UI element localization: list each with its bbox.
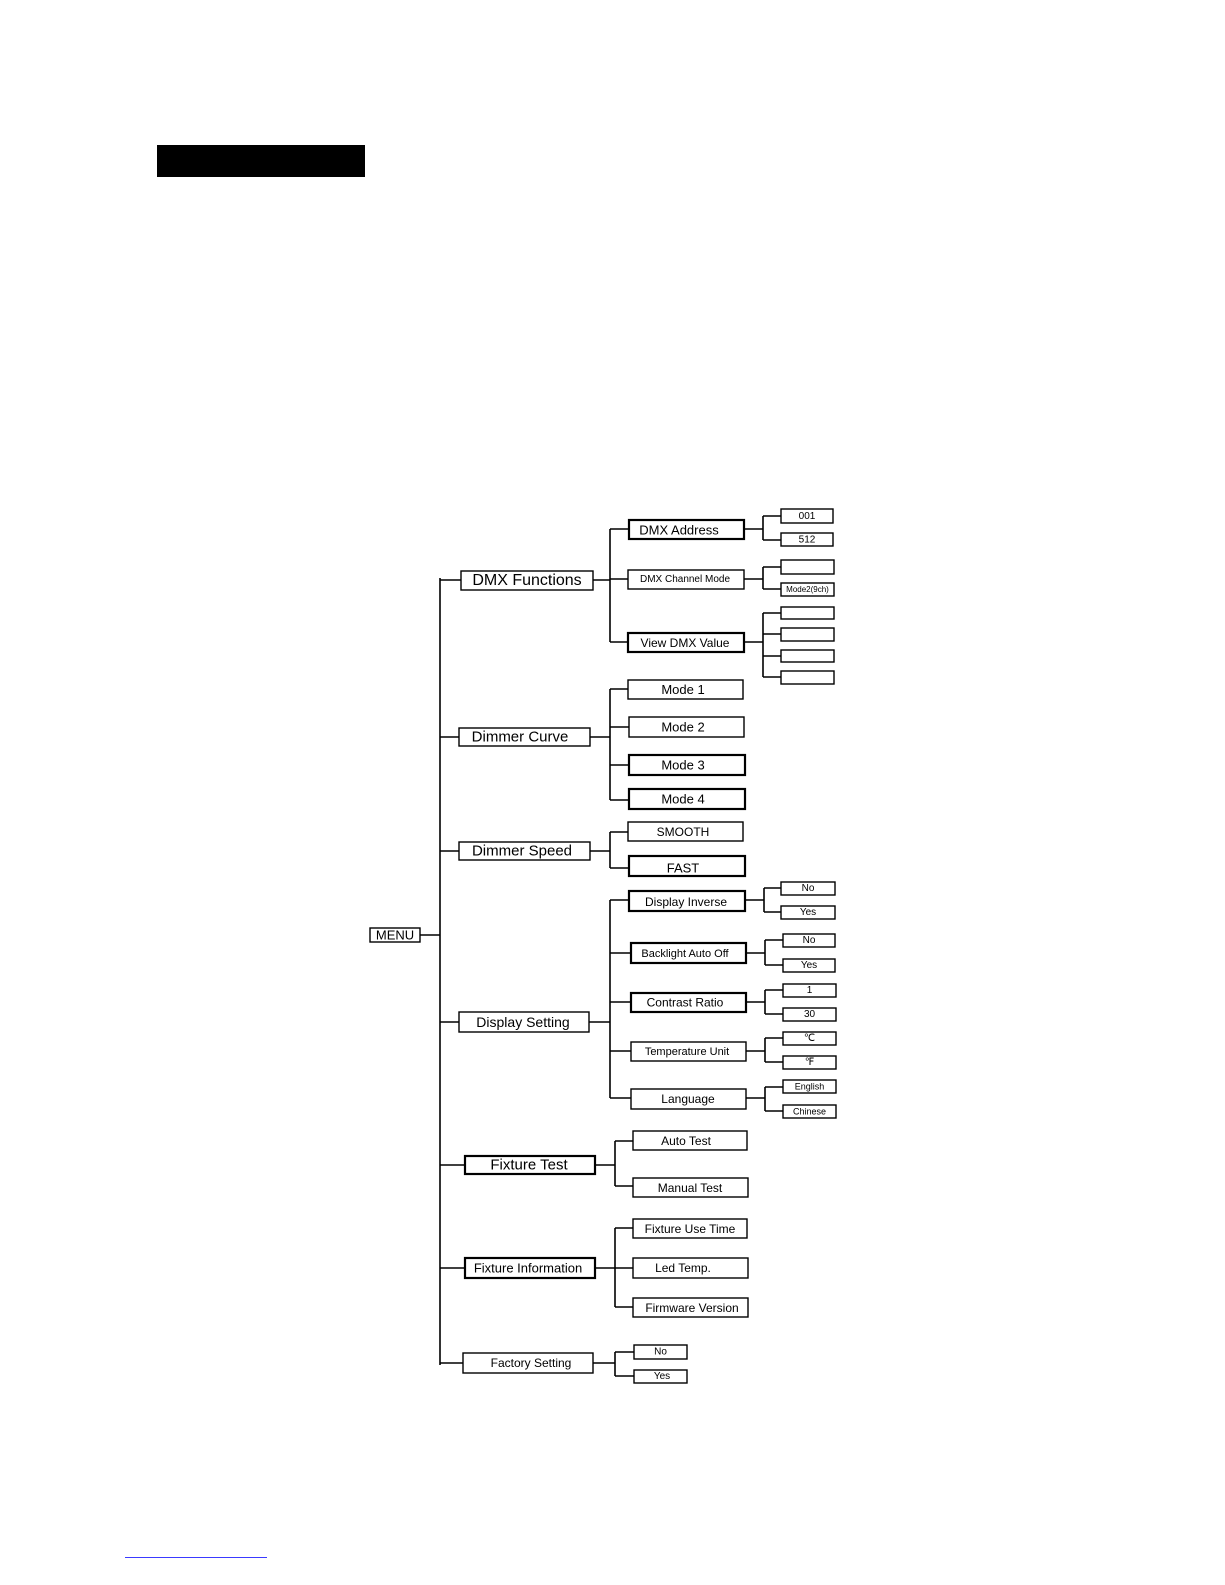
svg-text:001: 001 [798, 511, 816, 522]
node-auto-test [633, 1131, 747, 1150]
node-dmx-functions [461, 571, 593, 590]
svg-text:Display Inverse: Display Inverse [644, 895, 728, 909]
node-language [631, 1089, 746, 1109]
svg-text:FAST: FAST [666, 860, 700, 876]
svg-text:No: No [654, 1346, 667, 1358]
option-display-inverse-yes [781, 906, 835, 919]
node-display-inverse [629, 891, 745, 911]
svg-text:Chinese: Chinese [792, 1106, 827, 1117]
svg-text:Fixture Information: Fixture Information [473, 1260, 583, 1276]
svg-text:Auto Test: Auto Test [661, 1134, 711, 1148]
node-fixture-information [465, 1258, 595, 1278]
option-dmx-value-3 [781, 650, 834, 662]
svg-text:View DMX Value: View DMX Value [640, 636, 730, 650]
node-fixture-test [465, 1156, 595, 1174]
option-dmx-address-512 [781, 533, 833, 546]
option-factory-no [634, 1345, 687, 1359]
svg-text:℃: ℃ [803, 1033, 816, 1044]
svg-text:DMX Channel Mode: DMX Channel Mode [639, 574, 731, 585]
node-mode-3 [629, 755, 745, 775]
node-dmx-address [629, 520, 744, 539]
option-backlight-no [783, 934, 835, 947]
svg-text:Backlight Auto Off: Backlight Auto Off [641, 948, 729, 960]
option-language-english [783, 1080, 836, 1093]
node-dimmer-curve [459, 728, 590, 746]
node-dmx-channel-mode [628, 570, 744, 589]
svg-text:Dimmer Curve: Dimmer Curve [471, 728, 569, 746]
option-dmx-value-4 [781, 671, 834, 684]
option-contrast-1 [783, 984, 836, 997]
svg-text:Mode 2: Mode 2 [661, 719, 705, 735]
node-view-dmx-value [628, 633, 744, 652]
node-mode-2 [629, 717, 744, 737]
svg-text:1: 1 [806, 985, 813, 996]
option-contrast-30 [783, 1008, 836, 1021]
option-temp-celsius [783, 1032, 836, 1045]
node-dimmer-speed [459, 842, 590, 860]
svg-text:Factory Setting: Factory Setting [490, 1356, 572, 1370]
node-mode-4 [629, 789, 745, 809]
option-dmx-channel-mode-blank [781, 560, 834, 574]
option-temp-fahrenheit [783, 1056, 836, 1069]
node-firmware-version [633, 1298, 748, 1317]
svg-text:Mode 3: Mode 3 [661, 757, 705, 773]
option-dmx-value-2 [781, 628, 834, 641]
svg-text:SMOOTH: SMOOTH [656, 825, 710, 839]
node-manual-test [633, 1178, 748, 1197]
svg-text:DMX Address: DMX Address [639, 522, 719, 538]
node-temperature-unit [631, 1042, 746, 1061]
svg-text:No: No [802, 935, 816, 946]
node-smooth [628, 822, 743, 841]
option-language-chinese [783, 1105, 836, 1118]
svg-text:Manual Test: Manual Test [657, 1181, 723, 1195]
svg-text:English: English [794, 1081, 825, 1092]
option-backlight-yes [783, 959, 835, 972]
svg-text:Language: Language [661, 1092, 715, 1106]
node-led-temp [633, 1258, 748, 1278]
svg-text:Yes: Yes [800, 960, 818, 971]
footer-link-underline [125, 1557, 267, 1558]
node-mode-1 [628, 680, 743, 699]
svg-text:Led Temp.: Led Temp. [655, 1261, 711, 1275]
option-dmx-address-001 [781, 509, 833, 523]
svg-text:Fixture Test: Fixture Test [490, 1156, 568, 1174]
option-dmx-channel-mode-2 [781, 583, 834, 596]
option-display-inverse-no [781, 882, 835, 895]
svg-text:Firmware Version: Firmware Version [645, 1301, 739, 1315]
node-fixture-use-time [633, 1219, 747, 1238]
svg-text:Mode 4: Mode 4 [661, 791, 705, 807]
menu-root-node [370, 928, 420, 943]
svg-text:30: 30 [803, 1009, 816, 1020]
node-factory-setting [463, 1353, 593, 1373]
menu-root-label: MENU [375, 927, 415, 943]
option-dmx-value-1 [781, 607, 834, 619]
svg-text:Fixture Use Time: Fixture Use Time [644, 1222, 736, 1236]
svg-text:Mode 1: Mode 1 [661, 682, 705, 697]
svg-text:Temperature Unit: Temperature Unit [644, 1046, 730, 1058]
node-backlight-auto-off [631, 943, 746, 963]
node-fast [629, 856, 745, 876]
svg-text:DMX Functions: DMX Functions [472, 572, 582, 589]
svg-text:No: No [801, 883, 815, 894]
svg-text:Yes: Yes [799, 907, 817, 918]
option-factory-yes [634, 1370, 687, 1383]
svg-text:Display Setting: Display Setting [476, 1014, 570, 1030]
svg-text:512: 512 [798, 534, 816, 546]
svg-text:Dimmer Speed: Dimmer Speed [471, 842, 573, 860]
svg-text:Contrast Ratio: Contrast Ratio [646, 995, 724, 1010]
svg-text:Yes: Yes [653, 1371, 671, 1382]
node-contrast-ratio [631, 993, 746, 1012]
svg-text:Mode2(9ch): Mode2(9ch) [786, 585, 829, 594]
svg-text:℉: ℉ [804, 1057, 815, 1068]
node-display-setting [459, 1012, 589, 1032]
